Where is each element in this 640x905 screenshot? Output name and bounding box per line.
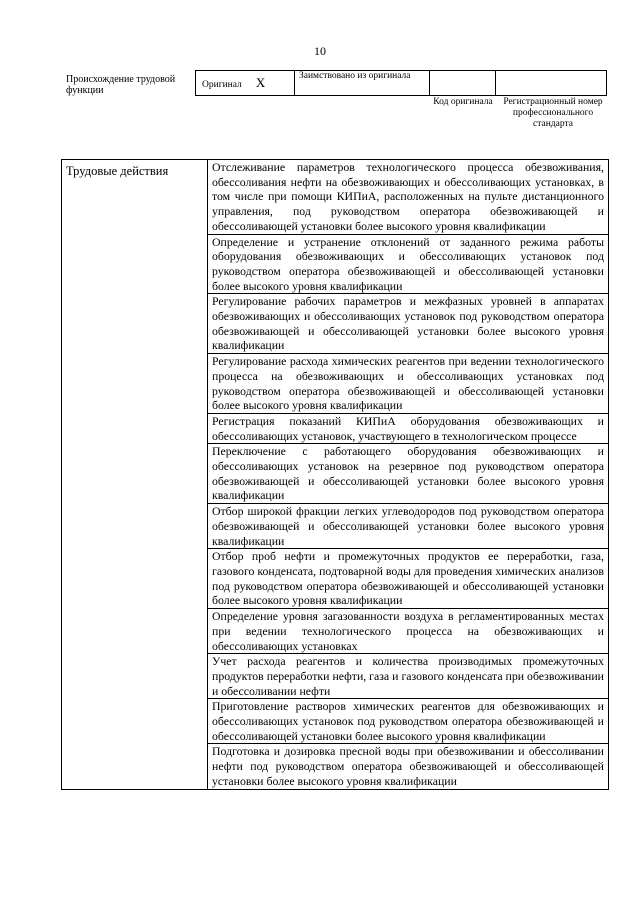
original-code-cell [430,71,496,96]
work-action-item: Переключение с работающего оборудования обезвоживающих и обессоливающих установок на резервное под руководством оператора обезвоживающей и обессоливающей установки более высокого уровня квалификации [208,444,609,504]
original-mark: X [255,75,266,90]
code-caption: Код оригинала [433,97,493,107]
registration-number-caption: Регистрационный номер профессионального стандарта [503,97,603,129]
origin-label: Происхождение трудовой функции [66,74,176,96]
work-actions-label: Трудовые действия [62,160,208,790]
work-action-item: Подготовка и дозировка пресной воды при обезвоживании и обессоливании нефти под руководством оператора обезвоживающей и обессоливающей установки более высокого уровня квалификации [208,744,609,789]
registration-number-cell [496,71,607,96]
work-actions-table [61,159,609,790]
work-action-item: Регулирование расхода химических реагентов при ведении технологического процесса на обезвоживающих и обессоливающих установках под руководством оператора обезвоживающей и обессоливающей установки более высокого уровня квалификации [208,354,609,414]
table-row [62,160,609,235]
original-cell [196,71,295,96]
work-action-item: Отбор проб нефти и промежуточных продуктов ее переработки, газа, газового конденсата, подтоварной воды для проведения химических анализов под руководством оператора обезвоживающей и обессоливающей установки более высокого уровня квалификации [208,549,609,609]
work-action-item: Учет расхода реагентов и количества производимых промежуточных продуктов переработки нефти, газа и газового конденсата при обезвоживании и обессоливании нефти [208,654,609,699]
work-action-item: Отслеживание параметров технологического процесса обезвоживания, обессоливания нефти на обезвоживающих и обессоливающих установках, в том числе при помощи КИПиА, расположенных на пульте дистанционного управления, под руководством оператора обезвоживающей и обессоливающей установки более высокого уровня квалификации [208,160,609,235]
page-number: 10 [314,44,326,58]
borrowed-label: Заимствовано из оригинала [299,71,411,81]
work-action-item: Регистрация показаний КИПиА оборудования обезвоживающих и обессоливающих установок, участвующего в технологическом процессе [208,413,609,443]
work-action-item: Отбор широкой фракции легких углеводородов под руководством оператора обезвоживающей и обессоливающей установки более высокого уровня квалификации [208,504,609,549]
work-action-item: Определение уровня загазованности воздуха в регламентированных местах при ведении технологического процесса на обезвоживающих и обессоливающих установках [208,609,609,654]
work-action-item: Определение и устранение отклонений от заданного режима работы оборудования обезвоживающих и обессоливающих установок под руководством оператора обезвоживающей и обессоливающей установки более высокого уровня квалификации [208,234,609,294]
borrowed-cell [295,71,430,96]
work-action-item: Приготовление растворов химических реагентов для обезвоживающих и обессоливающих установок под руководством оператора обезвоживающей и обессоливающей установки более высокого уровня квалификации [208,699,609,744]
origin-table [195,70,607,96]
original-label: Оригинал [202,80,242,90]
work-action-item: Регулирование рабочих параметров и межфазных уровней в аппаратах обезвоживающих и обессоливающих установок под руководством оператора обезвоживающей и обессоливающей установки более высокого уровня квалификации [208,294,609,354]
